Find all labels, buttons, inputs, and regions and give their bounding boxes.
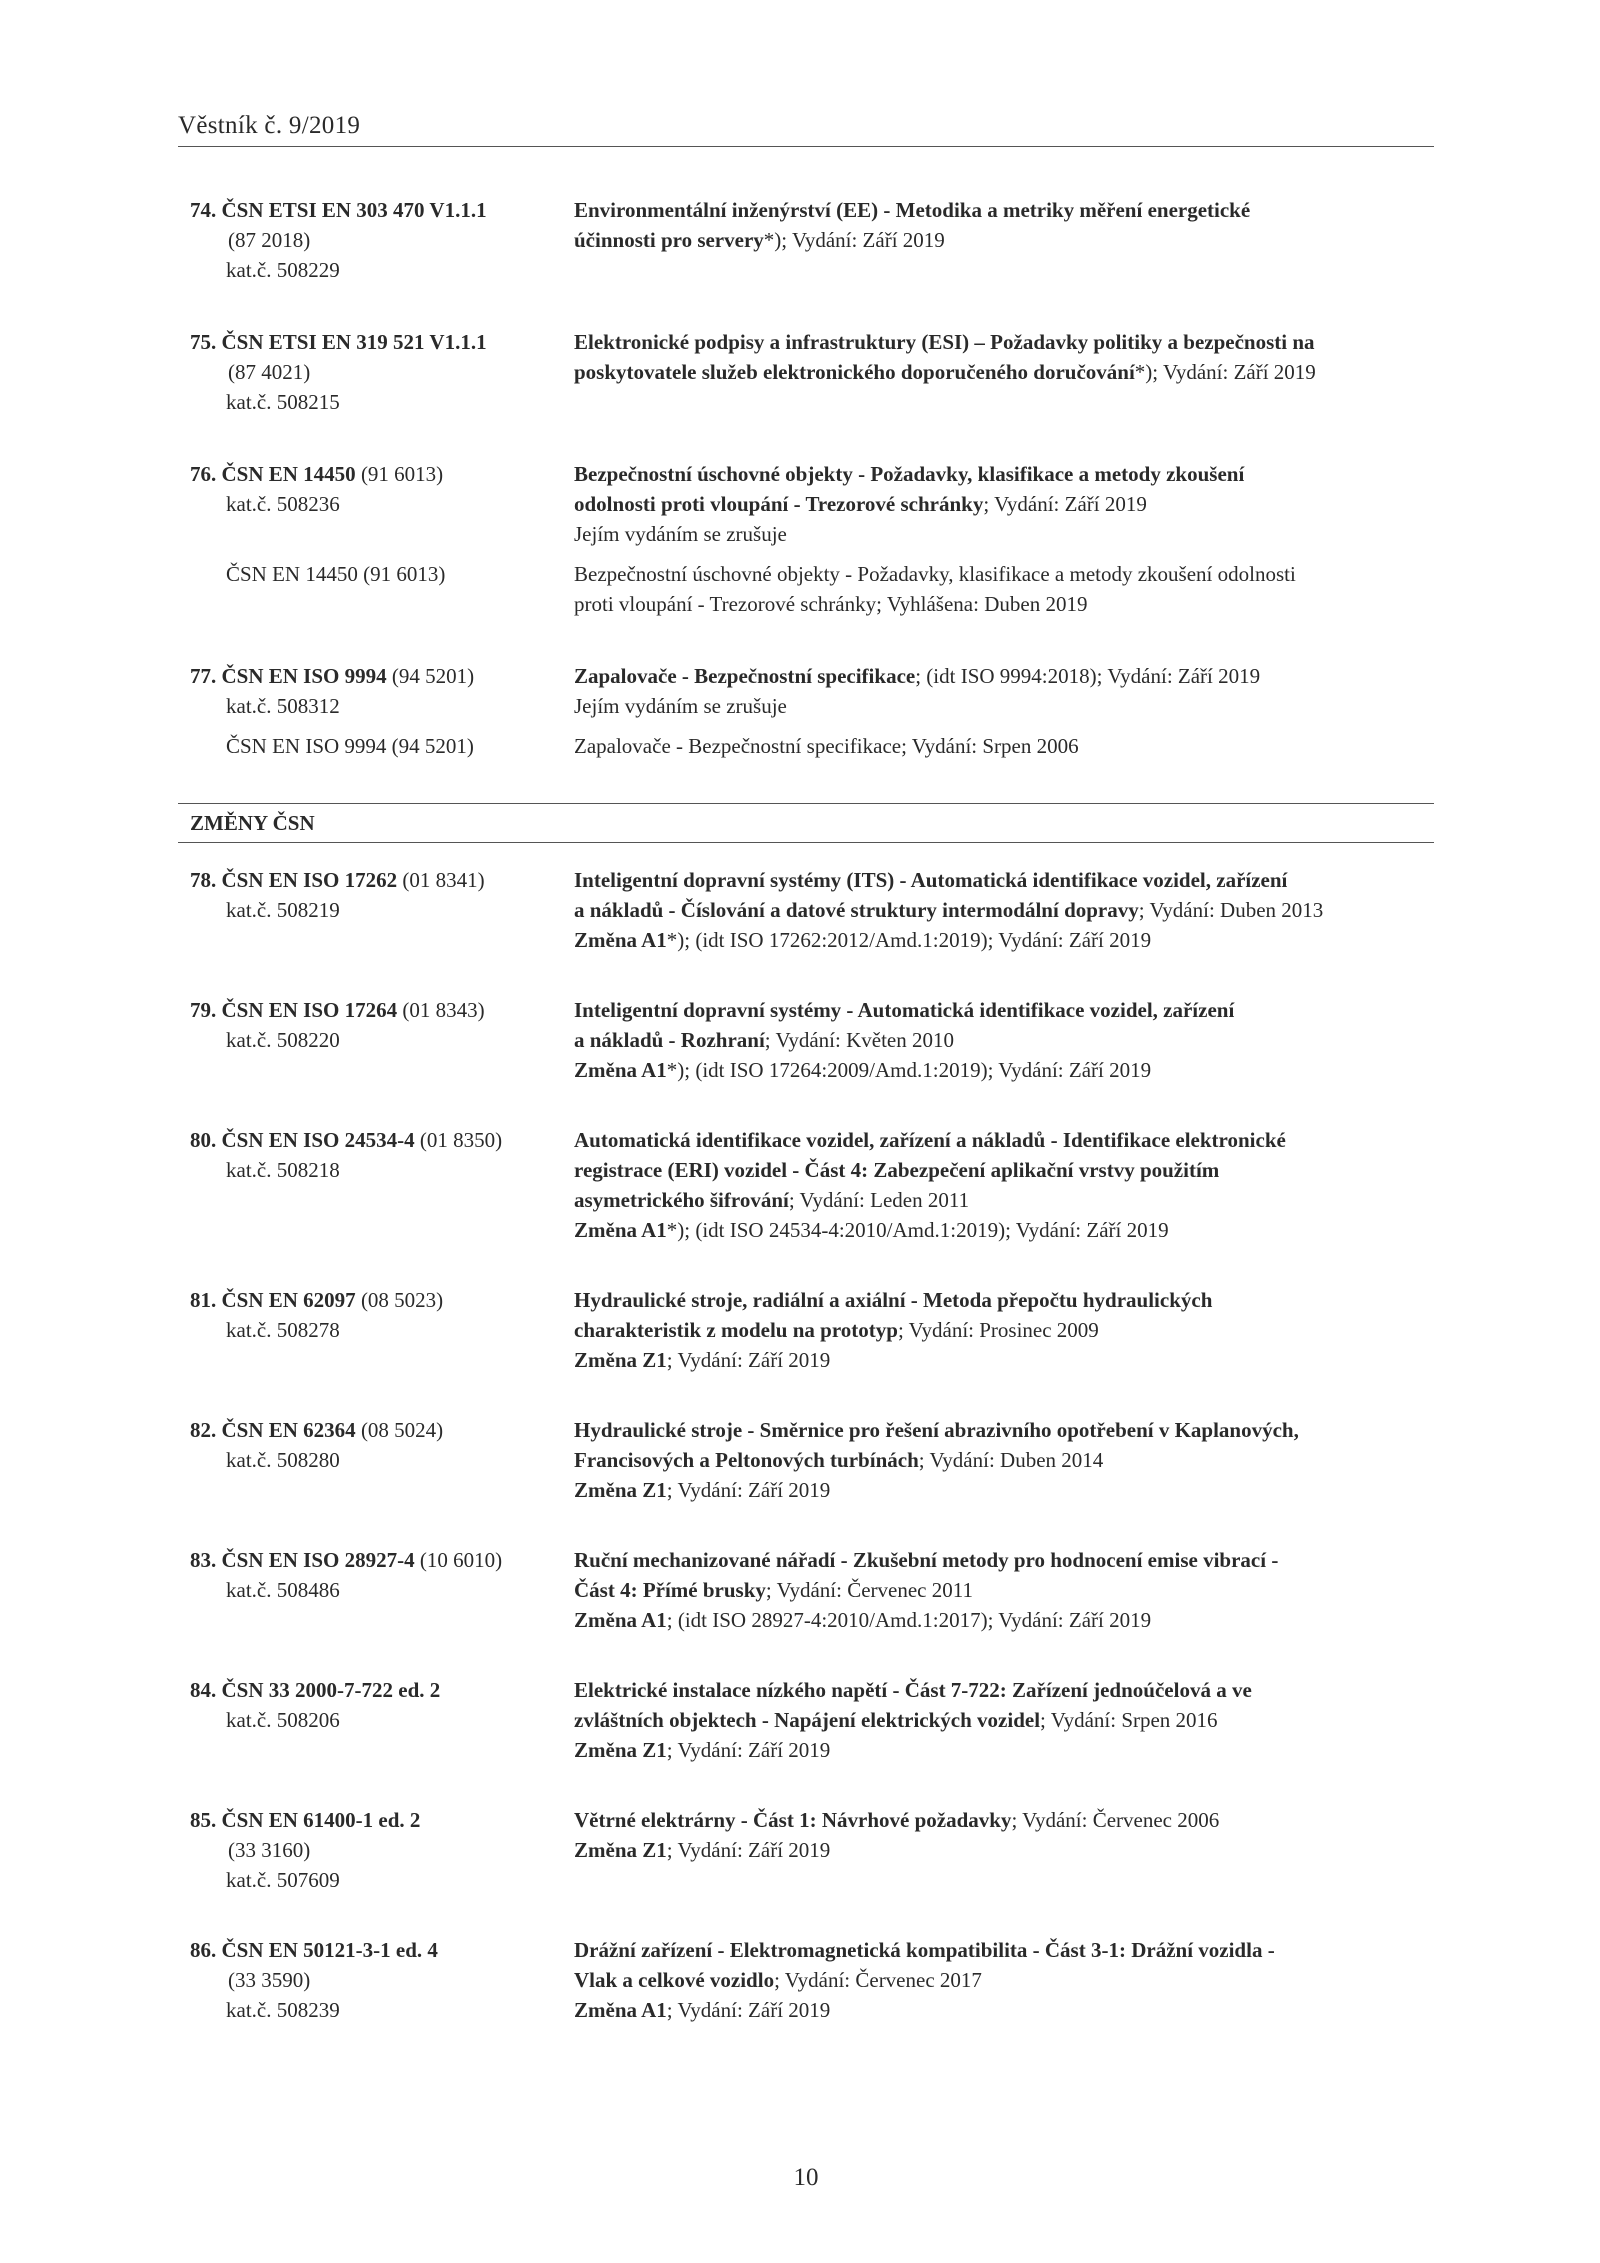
- entry-right-cell: [574, 1415, 1434, 1445]
- entry-code-line: [190, 865, 574, 895]
- entry-left-cell: [190, 1185, 574, 1215]
- standard-entry: [190, 1675, 1434, 1765]
- entry-left-cell: [190, 1705, 574, 1735]
- entry-code: ČSN EN ISO 28927-4: [221, 1548, 415, 1572]
- entry-row: [190, 225, 1434, 255]
- entry-catalog-number: kat.č. 508215: [226, 390, 340, 414]
- cancelled-row: [190, 589, 1434, 619]
- entry-title-bold: Zapalovače - Bezpečnostní specifikace: [574, 664, 916, 688]
- entry-left-cell: [190, 1125, 574, 1155]
- entry-left-cell: [190, 1835, 574, 1865]
- entry-row: [190, 1215, 1434, 1245]
- standard-entry: [190, 195, 1434, 285]
- entry-title-bold: Francisových a Peltonových turbínách: [574, 1448, 919, 1472]
- entry-change-line: [574, 1835, 1434, 1865]
- entry-change-line: [574, 1605, 1434, 1635]
- entry-title-bold: poskytovatele služeb elektronického doporučeného doručování: [574, 360, 1135, 384]
- entry-number: 76.: [190, 462, 217, 486]
- entry-number: 84.: [190, 1678, 217, 1702]
- entry-code-line: [190, 327, 574, 357]
- entry-catalog-number: kat.č. 508220: [226, 1028, 340, 1052]
- entry-catalog-number: kat.č. 507609: [226, 1868, 340, 1892]
- entry-left-cell: [190, 489, 574, 519]
- entry-title-line: registrace (ERI) vozidel - Část 4: Zabezpečení aplikační vrstvy použitím: [574, 1158, 1220, 1182]
- change-label: Změna A1: [574, 1608, 667, 1632]
- entry-issue-info: ; Vydání: Srpen 2016: [1040, 1708, 1218, 1732]
- entry-title-line: Hydraulické stroje - Směrnice pro řešení abrazivního opotřebení v Kaplanových,: [574, 1418, 1299, 1442]
- entry-title-line: [574, 1025, 1434, 1055]
- change-label: Změna A1: [574, 928, 667, 952]
- entry-right-cell: [574, 865, 1434, 895]
- entry-code-line: [190, 1805, 574, 1835]
- entry-code: ČSN EN ISO 24534-4: [221, 1128, 415, 1152]
- entry-issue-info: *); Vydání: Září 2019: [1134, 360, 1316, 384]
- entry-issue-info: ; Vydání: Červenec 2011: [765, 1578, 973, 1602]
- entry-code: ČSN EN 62097: [221, 1288, 356, 1312]
- entry-right-cell: [574, 195, 1434, 225]
- entry-row: [190, 691, 1434, 721]
- entry-row: [190, 661, 1434, 691]
- entry-left-cell: [190, 1935, 574, 1965]
- entry-code: ČSN EN 50121-3-1 ed. 4: [221, 1938, 438, 1962]
- entry-catalog-number: kat.č. 508280: [226, 1448, 340, 1472]
- entry-left-cell: [190, 1315, 574, 1345]
- entry-code-line: [190, 1285, 574, 1315]
- entry-title-bold: a nákladů - Rozhraní: [574, 1028, 765, 1052]
- entry-left-cell: [190, 255, 574, 285]
- entry-right-cell: [574, 225, 1434, 255]
- entry-number: 80.: [190, 1128, 217, 1152]
- entry-left-cell: [190, 1285, 574, 1315]
- entry-left-cell: [190, 1735, 574, 1765]
- cancelled-title-line: Bezpečnostní úschovné objekty - Požadavky, klasifikace a metody zkoušení odolnosti: [574, 562, 1296, 586]
- entry-issue-info: ; Vydání: Červenec 2017: [774, 1968, 982, 1992]
- entry-title-line: Bezpečnostní úschovné objekty - Požadavky, klasifikace a metody zkoušení: [574, 462, 1245, 486]
- entry-title-bold: asymetrického šifrování: [574, 1188, 789, 1212]
- entry-right-cell: [574, 1475, 1434, 1505]
- entry-code: ČSN ETSI EN 319 521 V1.1.1: [221, 330, 487, 354]
- entry-number: 81.: [190, 1288, 217, 1312]
- entry-code-line: [190, 995, 574, 1025]
- entry-title-line: Inteligentní dopravní systémy - Automatická identifikace vozidel, zařízení: [574, 998, 1235, 1022]
- entry-catalog-number: kat.č. 508218: [226, 1158, 340, 1182]
- entry-left-cell: [190, 357, 574, 387]
- entry-code: ČSN EN ISO 9994: [221, 664, 387, 688]
- entry-right-cell: [574, 1835, 1434, 1865]
- entry-left-cell: [190, 691, 574, 721]
- entry-row: [190, 1965, 1434, 1995]
- entry-left-cell: [190, 1995, 574, 2025]
- entry-title-line: [574, 1185, 1434, 1215]
- entry-left-cell: [190, 1025, 574, 1055]
- entry-left-cell: [190, 1415, 574, 1445]
- amendments-list: [190, 865, 1434, 2025]
- cancels-note: Jejím vydáním se zrušuje: [574, 522, 787, 546]
- entry-change-line: [574, 1735, 1434, 1765]
- entry-row: [190, 925, 1434, 955]
- entry-row: [190, 1935, 1434, 1965]
- entry-row: [190, 1025, 1434, 1055]
- change-label: Změna Z1: [574, 1478, 667, 1502]
- entry-title-bold: a nákladů - Číslování a datové struktury intermodální dopravy: [574, 898, 1139, 922]
- entry-row: [190, 489, 1434, 519]
- entry-number: 85.: [190, 1808, 217, 1832]
- entry-right-cell: [574, 1315, 1434, 1345]
- entry-row: [190, 1185, 1434, 1215]
- entry-title-line: Environmentální inženýrství (EE) - Metodika a metriky měření energetické: [574, 198, 1251, 222]
- entry-row: [190, 995, 1434, 1025]
- entry-left-cell: [190, 225, 574, 255]
- entry-row: [190, 1545, 1434, 1575]
- entry-row: [190, 1155, 1434, 1185]
- entry-right-cell: [574, 1575, 1434, 1605]
- change-info: ; Vydání: Září 2019: [666, 1998, 831, 2022]
- cancelled-title-line: proti vloupání - Trezorové schránky; Vyhlášena: Duben 2019: [574, 592, 1088, 616]
- entry-row: [190, 1995, 1434, 2025]
- entry-right-cell: [574, 691, 1434, 721]
- entry-issue-info: ; (idt ISO 9994:2018); Vydání: Září 2019: [915, 664, 1261, 688]
- entry-change-line: [574, 1345, 1434, 1375]
- standard-entry: [190, 995, 1434, 1085]
- change-info: ; (idt ISO 28927-4:2010/Amd.1:2017); Vydání: Září 2019: [666, 1608, 1152, 1632]
- entry-issue-info: ; Vydání: Červenec 2006: [1011, 1808, 1220, 1832]
- entry-left-cell: [190, 895, 574, 925]
- entry-left-cell: [190, 1215, 574, 1245]
- entry-row: [190, 1675, 1434, 1705]
- change-info: ; Vydání: Září 2019: [666, 1738, 831, 1762]
- entry-code-line: [190, 1125, 574, 1155]
- entry-right-cell: [574, 1865, 1434, 1895]
- entry-left-cell: [190, 1575, 574, 1605]
- entry-left-cell: [190, 1545, 574, 1575]
- entry-change-line: [574, 1995, 1434, 2025]
- entry-right-cell: [574, 661, 1434, 691]
- entry-code: ČSN EN 14450: [221, 462, 356, 486]
- entry-right-cell: [574, 1605, 1434, 1635]
- entry-classification: (01 8350): [414, 1128, 503, 1152]
- entry-code: ČSN EN ISO 17262: [221, 868, 398, 892]
- entry-left-cell: [190, 1055, 574, 1085]
- entry-code: ČSN EN ISO 17264: [221, 998, 398, 1022]
- entry-change-line: [574, 925, 1434, 955]
- entry-title-line: Hydraulické stroje, radiální a axiální - Metoda přepočtu hydraulických: [574, 1288, 1213, 1312]
- entry-right-cell: [574, 1285, 1434, 1315]
- entry-right-cell: [574, 489, 1434, 519]
- entry-right-cell: [574, 1805, 1434, 1835]
- entry-change-line: [574, 1055, 1434, 1085]
- entry-right-cell: [574, 995, 1434, 1025]
- entry-right-cell: [574, 1675, 1434, 1705]
- entries-list: [190, 195, 1434, 2065]
- entry-catalog-number: kat.č. 508278: [226, 1318, 340, 1342]
- entry-issue-info: ; Vydání: Září 2019: [983, 492, 1147, 516]
- entry-row: [190, 387, 1434, 417]
- cancels-note: Jejím vydáním se zrušuje: [574, 694, 787, 718]
- entry-issue-info: ; Vydání: Duben 2013: [1138, 898, 1324, 922]
- entry-title-bold: Větrné elektrárny - Část 1: Návrhové požadavky: [574, 1808, 1012, 1832]
- entry-right-cell: [574, 1185, 1434, 1215]
- entry-title-bold: zvláštních objektech - Napájení elektrických vozidel: [574, 1708, 1041, 1732]
- entry-number: 74.: [190, 198, 217, 222]
- cancelled-row: [190, 731, 1434, 761]
- entry-classification: (10 6010): [414, 1548, 503, 1572]
- entry-change-line: [574, 1215, 1434, 1245]
- entry-row: [190, 327, 1434, 357]
- section-rule-bottom: [178, 842, 1434, 843]
- entry-right-cell: [574, 1545, 1434, 1575]
- entry-row: [190, 1445, 1434, 1475]
- entry-title-line: Automatická identifikace vozidel, zařízení a nákladů - Identifikace elektronické: [574, 1128, 1286, 1152]
- cancelled-code: ČSN EN ISO 9994 (94 5201): [226, 734, 474, 758]
- entry-right-cell: [574, 357, 1434, 387]
- entry-left-cell: [190, 387, 574, 417]
- entry-row: [190, 1735, 1434, 1765]
- cancelled-code: ČSN EN 14450 (91 6013): [226, 562, 446, 586]
- entry-row: [190, 1705, 1434, 1735]
- entry-right-cell: [574, 895, 1434, 925]
- entry-right-cell: [574, 1995, 1434, 2025]
- entry-classification: (01 8343): [397, 998, 485, 1022]
- entry-row: [190, 1805, 1434, 1835]
- entry-left-cell: [190, 1475, 574, 1505]
- entry-right-cell: [574, 1935, 1434, 1965]
- entry-left-cell: [190, 865, 574, 895]
- entry-code-line: [190, 459, 574, 489]
- entry-issue-info: ; Vydání: Prosinec 2009: [897, 1318, 1099, 1342]
- entry-title-bold: Vlak a celkové vozidlo: [574, 1968, 775, 1992]
- entry-left-cell: [190, 1345, 574, 1375]
- entry-row: [190, 1415, 1434, 1445]
- entry-right-cell: [574, 327, 1434, 357]
- change-label: Změna Z1: [574, 1348, 667, 1372]
- header-title: Věstník č. 9/2019: [178, 112, 361, 139]
- change-label: Změna Z1: [574, 1838, 667, 1862]
- change-info: ; Vydání: Září 2019: [666, 1838, 831, 1862]
- entry-catalog-number: kat.č. 508236: [226, 492, 340, 516]
- entry-right-cell: [574, 1055, 1434, 1085]
- page-number: 10: [793, 2164, 819, 2191]
- entry-title-line: [574, 895, 1434, 925]
- entry-title-line: [574, 1705, 1434, 1735]
- entry-catalog-number: kat.č. 508219: [226, 898, 340, 922]
- change-info: *); (idt ISO 17264:2009/Amd.1:2019); Vydání: Září 2019: [666, 1058, 1152, 1082]
- entry-code-line: [190, 195, 574, 225]
- entry-title-line: [574, 1965, 1434, 1995]
- entry-right-cell: [574, 925, 1434, 955]
- entry-issue-info: ; Vydání: Leden 2011: [788, 1188, 970, 1212]
- entry-code: ČSN EN 61400-1 ed. 2: [221, 1808, 421, 1832]
- entry-right-cell: [574, 1965, 1434, 1995]
- entry-class-code: (87 2018): [228, 228, 311, 252]
- entry-right-cell: [574, 255, 1434, 285]
- entry-number: 79.: [190, 998, 217, 1022]
- entry-row: [190, 1865, 1434, 1895]
- cancelled-title-cell: [574, 559, 1434, 589]
- entry-left-cell: [190, 925, 574, 955]
- entry-right-cell: [574, 1705, 1434, 1735]
- standard-entry: [190, 661, 1434, 761]
- cancelled-title-cell: [574, 731, 1434, 761]
- standard-entry: [190, 459, 1434, 619]
- entry-catalog-number: kat.č. 508229: [226, 258, 340, 282]
- entry-code-line: [190, 1935, 574, 1965]
- entry-left-cell: [190, 1445, 574, 1475]
- standard-entry: [190, 1415, 1434, 1505]
- change-label: Změna A1: [574, 1998, 667, 2022]
- document-page: [178, 0, 1434, 2263]
- entry-left-cell: [190, 1605, 574, 1635]
- entry-right-cell: [574, 1215, 1434, 1245]
- entry-left-cell: [190, 519, 574, 549]
- entry-number: 82.: [190, 1418, 217, 1442]
- entry-class-code: (33 3160): [228, 1838, 311, 1862]
- entry-row: [190, 1605, 1434, 1635]
- change-label: Změna A1: [574, 1218, 667, 1242]
- standard-entry: [190, 1935, 1434, 2025]
- cancelled-code-cell: [190, 559, 574, 589]
- entry-row: [190, 1315, 1434, 1345]
- cancelled-code-cell: [190, 589, 574, 619]
- entry-catalog-number: kat.č. 508486: [226, 1578, 340, 1602]
- entry-title-line: [574, 1315, 1434, 1345]
- entry-class-code: (33 3590): [228, 1968, 311, 1992]
- entry-right-cell: [574, 387, 1434, 417]
- entry-right-cell: [574, 1125, 1434, 1155]
- entry-title-bold: účinnosti pro servery: [574, 228, 764, 252]
- entry-right-cell: [574, 459, 1434, 489]
- header-rule: [178, 146, 1434, 147]
- entry-title-bold: odolnosti proti vloupání - Trezorové schránky: [574, 492, 984, 516]
- change-label: Změna Z1: [574, 1738, 667, 1762]
- entry-code-line: [190, 1545, 574, 1575]
- entry-issue-info: ; Vydání: Květen 2010: [764, 1028, 954, 1052]
- entry-title-line: [574, 225, 1434, 255]
- entry-code: ČSN ETSI EN 303 470 V1.1.1: [221, 198, 487, 222]
- entry-class-code: (87 4021): [228, 360, 311, 384]
- entry-title-line: [574, 1805, 1434, 1835]
- entry-catalog-number: kat.č. 508312: [226, 694, 340, 718]
- standard-entry: [190, 1805, 1434, 1895]
- entry-left-cell: [190, 1965, 574, 1995]
- entry-classification: (01 8341): [397, 868, 485, 892]
- entry-left-cell: [190, 327, 574, 357]
- entry-number: 75.: [190, 330, 217, 354]
- entry-title-line: Drážní zařízení - Elektromagnetická kompatibilita - Část 3-1: Drážní vozidla -: [574, 1938, 1275, 1962]
- entry-left-cell: [190, 1675, 574, 1705]
- entry-issue-info: *); Vydání: Září 2019: [763, 228, 945, 252]
- entry-number: 78.: [190, 868, 217, 892]
- entry-row: [190, 1285, 1434, 1315]
- section-header: [178, 803, 1434, 843]
- entry-title-line: Elektrické instalace nízkého napětí - Část 7-722: Zařízení jednoúčelová a ve: [574, 1678, 1252, 1702]
- entry-left-cell: [190, 1155, 574, 1185]
- entry-right-cell: [574, 519, 1434, 549]
- entry-classification: (91 6013): [355, 462, 444, 486]
- change-info: ; Vydání: Září 2019: [666, 1478, 831, 1502]
- entry-classification: (08 5024): [355, 1418, 444, 1442]
- entry-right-cell: [574, 1025, 1434, 1055]
- entry-code-line: [190, 1675, 574, 1705]
- entry-left-cell: [190, 459, 574, 489]
- entry-right-cell: [574, 1445, 1434, 1475]
- entry-title-line: [574, 1575, 1434, 1605]
- entry-row: [190, 357, 1434, 387]
- entry-row: [190, 865, 1434, 895]
- entry-left-cell: [190, 1805, 574, 1835]
- entry-number: 86.: [190, 1938, 217, 1962]
- cancelled-code-cell: [190, 731, 574, 761]
- section-title: ZMĚNY ČSN: [190, 811, 315, 835]
- entry-left-cell: [190, 1865, 574, 1895]
- entry-title-line: Ruční mechanizované nářadí - Zkušební metody pro hodnocení emise vibrací -: [574, 1548, 1279, 1572]
- entry-issue-info: ; Vydání: Duben 2014: [918, 1448, 1104, 1472]
- entry-title-bold: charakteristik z modelu na prototyp: [574, 1318, 898, 1342]
- entry-title-line: [574, 357, 1434, 387]
- entry-right-cell: [574, 1345, 1434, 1375]
- standard-entry: [190, 327, 1434, 417]
- entry-row: [190, 895, 1434, 925]
- entry-row: [190, 1125, 1434, 1155]
- entry-catalog-number: kat.č. 508206: [226, 1708, 340, 1732]
- entry-code: ČSN EN 62364: [221, 1418, 356, 1442]
- entry-title-bold: Část 4: Přímé brusky: [574, 1578, 766, 1602]
- entry-row: [190, 255, 1434, 285]
- entry-code: ČSN 33 2000-7-722 ed. 2: [221, 1678, 441, 1702]
- entry-classification: (94 5201): [386, 664, 475, 688]
- entry-title-line: [574, 1445, 1434, 1475]
- entry-row: [190, 1345, 1434, 1375]
- change-info: ; Vydání: Září 2019: [666, 1348, 831, 1372]
- standard-entry: [190, 1545, 1434, 1635]
- entry-right-cell: [574, 1155, 1434, 1185]
- entry-row: [190, 1575, 1434, 1605]
- entry-title-line: [574, 661, 1434, 691]
- entry-row: [190, 459, 1434, 489]
- entry-row: [190, 195, 1434, 225]
- entry-catalog-number: kat.č. 508239: [226, 1998, 340, 2022]
- change-info: *); (idt ISO 24534-4:2010/Amd.1:2019); Vydání: Září 2019: [666, 1218, 1169, 1242]
- entry-code-line: [190, 1415, 574, 1445]
- entry-left-cell: [190, 995, 574, 1025]
- entry-classification: (08 5023): [355, 1288, 444, 1312]
- new-standards-list: [190, 195, 1434, 761]
- cancelled-title-cell: [574, 589, 1434, 619]
- standard-entry: [190, 865, 1434, 955]
- entry-row: [190, 1835, 1434, 1865]
- change-label: Změna A1: [574, 1058, 667, 1082]
- entry-row: [190, 1475, 1434, 1505]
- entry-title-line: Elektronické podpisy a infrastruktury (ESI) – Požadavky politiky a bezpečnosti na: [574, 330, 1315, 354]
- cancelled-row: [190, 559, 1434, 589]
- entry-right-cell: [574, 1735, 1434, 1765]
- entry-left-cell: [190, 661, 574, 691]
- entry-number: 83.: [190, 1548, 217, 1572]
- entry-title-line: Inteligentní dopravní systémy (ITS) - Automatická identifikace vozidel, zařízení: [574, 868, 1288, 892]
- change-info: *); (idt ISO 17262:2012/Amd.1:2019); Vydání: Září 2019: [666, 928, 1152, 952]
- cancelled-title-line: Zapalovače - Bezpečnostní specifikace; Vydání: Srpen 2006: [574, 734, 1079, 758]
- entry-number: 77.: [190, 664, 217, 688]
- entry-row: [190, 519, 1434, 549]
- entry-title-line: [574, 489, 1434, 519]
- standard-entry: [190, 1285, 1434, 1375]
- entry-code-line: [190, 661, 574, 691]
- entry-row: [190, 1055, 1434, 1085]
- entry-left-cell: [190, 195, 574, 225]
- standard-entry: [190, 1125, 1434, 1245]
- entry-change-line: [574, 1475, 1434, 1505]
